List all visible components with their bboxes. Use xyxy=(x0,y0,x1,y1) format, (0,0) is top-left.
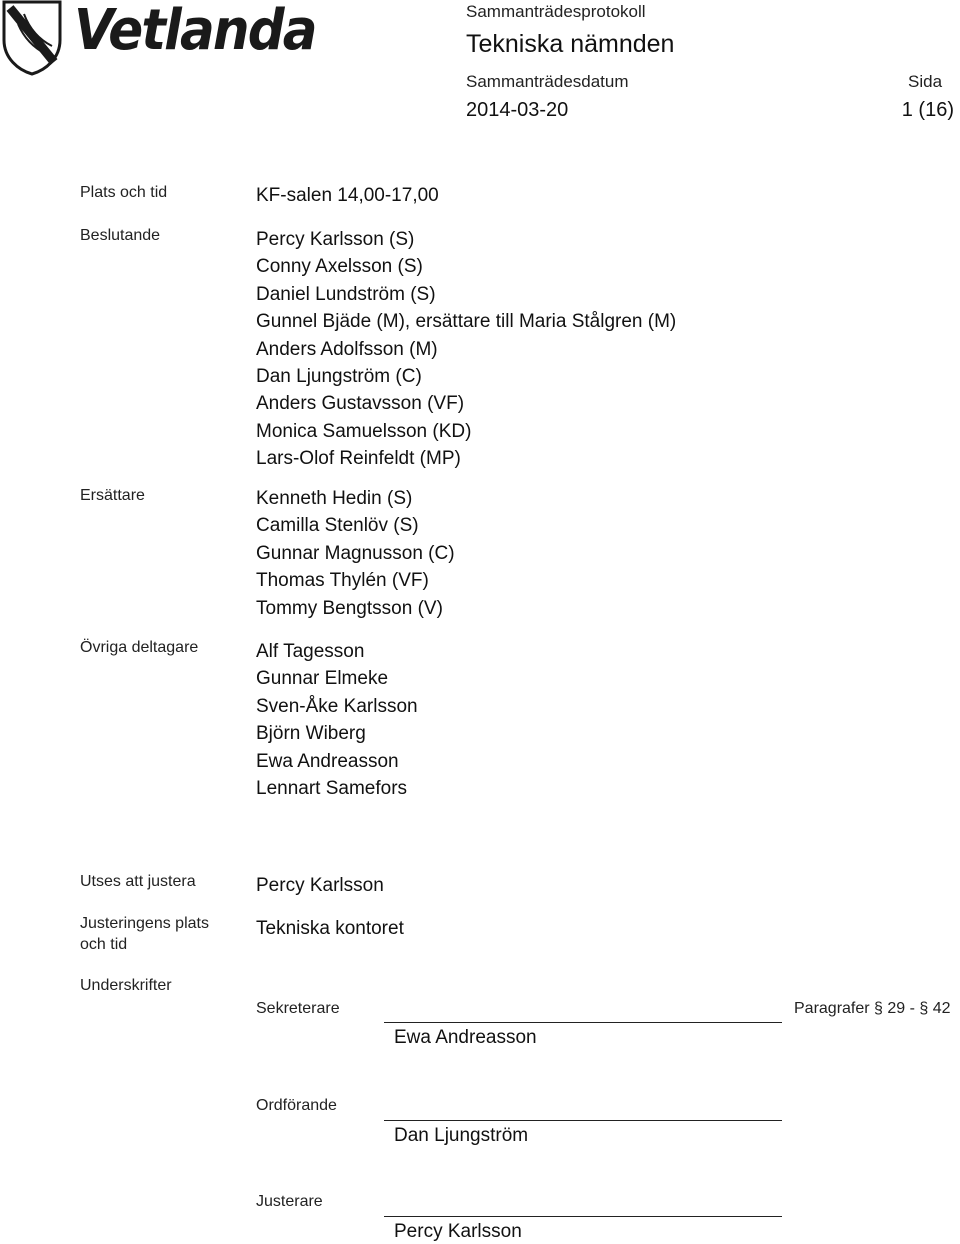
adjuster-appointed-label: Utses att justera xyxy=(80,873,196,890)
list-item: Conny Axelsson (S) xyxy=(256,256,423,278)
deciding-list xyxy=(256,226,676,473)
secretary-name: Ewa Andreasson xyxy=(394,1027,537,1048)
substitutes-label: Ersättare xyxy=(80,487,145,504)
chair-name: Dan Ljungström xyxy=(394,1125,529,1146)
paragraph-range: Paragrafer § 29 - § 42 xyxy=(794,1000,951,1017)
others-label: Övriga deltagare xyxy=(80,639,199,656)
adjustment-place-label-cont: och tid xyxy=(80,936,128,953)
meeting-date: 2014-03-20 xyxy=(466,99,569,121)
date-label: Sammanträdesdatum xyxy=(466,72,629,91)
list-item: Gunnar Elmeke xyxy=(256,668,389,690)
list-item: Daniel Lundström (S) xyxy=(256,283,436,305)
list-item: Kenneth Hedin (S) xyxy=(256,488,413,509)
signatures-label: Underskrifter xyxy=(80,977,172,994)
protocol-type: Sammanträdesprotokoll xyxy=(466,2,646,21)
list-item: Percy Karlsson (S) xyxy=(256,229,415,250)
list-item: Alf Tagesson xyxy=(256,641,365,662)
adjuster-appointed-value: Percy Karlsson xyxy=(256,875,384,896)
list-item: Thomas Thylén (VF) xyxy=(256,570,429,592)
list-item: Lars-Olof Reinfeldt (MP) xyxy=(256,448,461,470)
committee-title: Tekniska nämnden xyxy=(466,30,675,58)
coat-of-arms-icon xyxy=(0,0,64,76)
place-value: KF-salen 14,00-17,00 xyxy=(256,185,439,206)
list-item: Gunnel Bjäde (M), ersättare till Maria Stålgren (M) xyxy=(256,311,677,333)
deciding-label: Beslutande xyxy=(80,227,161,244)
adjuster-name: Percy Karlsson xyxy=(394,1221,522,1242)
list-item: Monica Samuelsson (KD) xyxy=(256,420,472,442)
substitutes-list xyxy=(256,485,455,622)
adjuster-label: Justerare xyxy=(256,1193,323,1210)
chair-signature-line xyxy=(384,1120,782,1121)
list-item: Tommy Bengtsson (V) xyxy=(256,597,443,619)
list-item: Lennart Samefors xyxy=(256,778,408,800)
list-item: Camilla Stenlöv (S) xyxy=(256,515,419,537)
list-item: Gunnar Magnusson (C) xyxy=(256,542,455,564)
place-label: Plats och tid xyxy=(80,184,168,201)
list-item: Anders Gustavsson (VF) xyxy=(256,393,465,415)
secretary-label: Sekreterare xyxy=(256,1000,340,1017)
list-item: Dan Ljungström (C) xyxy=(256,366,422,388)
list-item: Anders Adolfsson (M) xyxy=(256,338,438,360)
others-list xyxy=(256,638,418,802)
secretary-signature-line xyxy=(384,1022,782,1023)
list-item: Björn Wiberg xyxy=(256,723,366,745)
adjustment-place-label: Justeringens plats xyxy=(80,915,209,932)
adjustment-place-value: Tekniska kontoret xyxy=(256,918,404,939)
adjuster-signature-line xyxy=(384,1216,782,1217)
municipality-logo-text: Vetlanda xyxy=(74,0,316,63)
list-item: Ewa Andreasson xyxy=(256,750,399,772)
page-label: Sida xyxy=(908,72,943,91)
list-item: Sven-Åke Karlsson xyxy=(256,695,418,717)
chair-label: Ordförande xyxy=(256,1097,337,1114)
page-number: 1 (16) xyxy=(901,99,954,121)
